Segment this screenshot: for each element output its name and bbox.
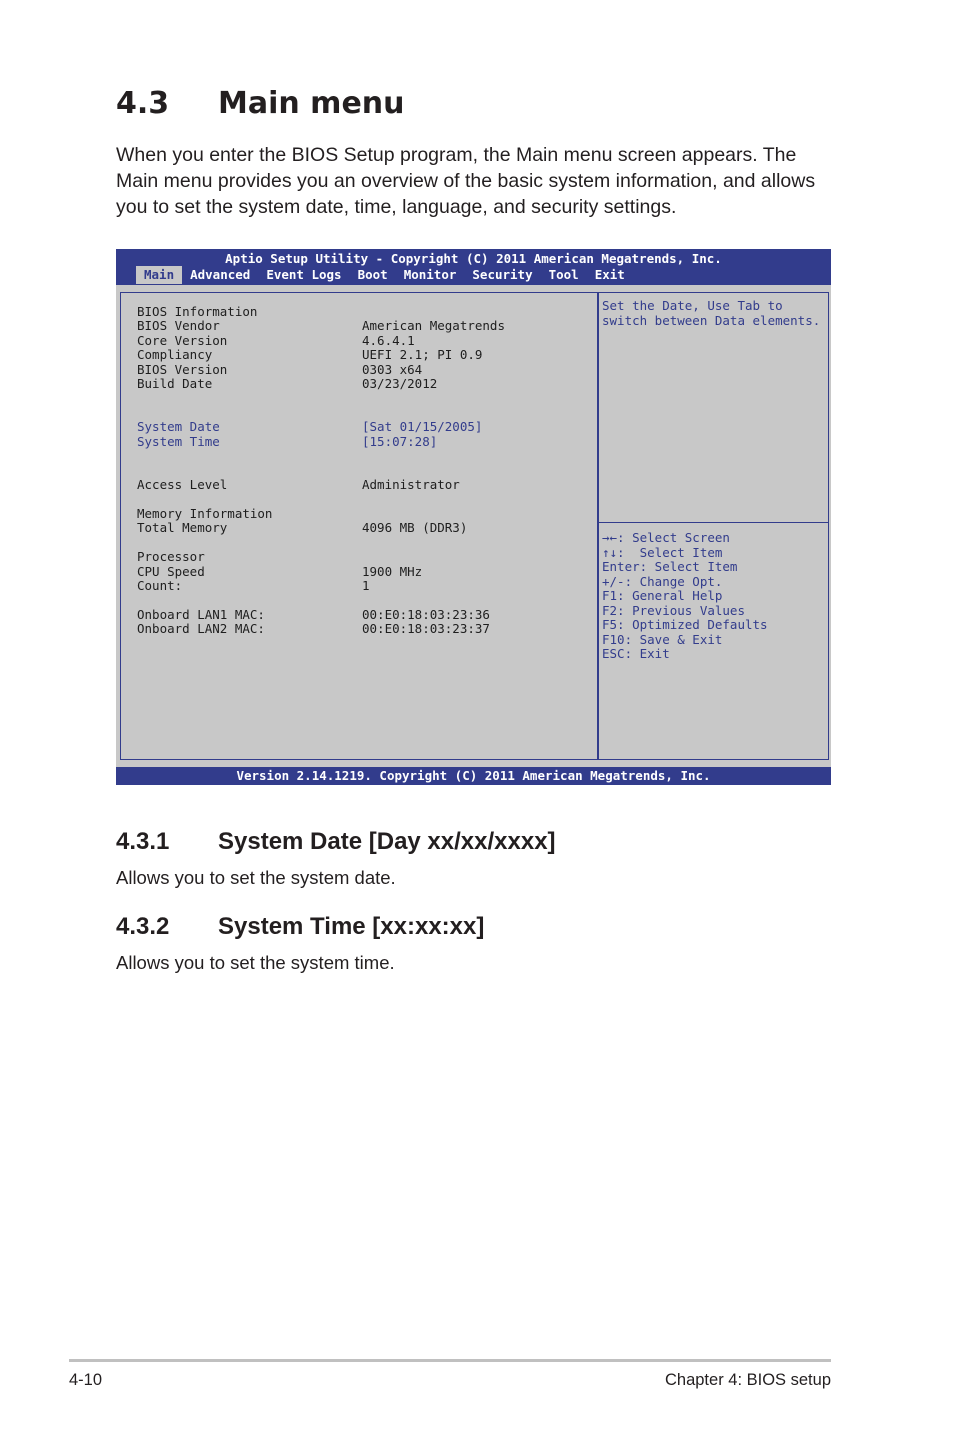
section-heading xyxy=(116,86,405,121)
bios-row-label: Total Memory xyxy=(137,520,228,535)
bios-row-label: BIOS Version xyxy=(137,362,228,377)
bios-row-label: BIOS Vendor xyxy=(137,318,220,333)
bios-row-value: UEFI 2.1; PI 0.9 xyxy=(362,347,483,362)
section-number: 4.3 xyxy=(116,86,170,121)
bios-row-label: Memory Information xyxy=(137,506,273,521)
bios-row-value: 0303 x64 xyxy=(362,362,423,377)
subsection-title: System Date [Day xx/xx/xxxx] xyxy=(218,828,556,855)
bios-row-label: Compliancy xyxy=(137,347,213,362)
bios-tab-advanced[interactable]: Advanced xyxy=(190,267,251,282)
key-hint: →←: Select Screen xyxy=(602,530,730,545)
chapter-label: Chapter 4: BIOS setup xyxy=(664,1371,831,1389)
bios-row-label: Count: xyxy=(137,578,183,593)
bios-menu-bar xyxy=(136,266,633,284)
bios-tab-tool[interactable]: Tool xyxy=(548,267,579,282)
subsection-text: Allows you to set the system date. xyxy=(116,867,396,888)
bios-info-panel xyxy=(120,292,597,760)
bios-tab-main[interactable]: Main xyxy=(136,266,182,284)
subsection-number: 4.3.1 xyxy=(116,828,170,855)
bios-title: Aptio Setup Utility - Copyright (C) 2011 American Megatrends, Inc. xyxy=(225,251,722,266)
bios-row-value: 03/23/2012 xyxy=(362,376,438,391)
system-time-label: System Time xyxy=(137,434,220,449)
bios-row-value: 4.6.4.1 xyxy=(362,333,415,348)
subsection-heading-system-time xyxy=(116,913,484,941)
bios-row-value: 00:E0:18:03:23:37 xyxy=(362,621,490,636)
bios-row-label: BIOS Information xyxy=(137,304,258,319)
footer-divider xyxy=(69,1359,831,1362)
system-date-value[interactable]: [Sat 01/15/2005] xyxy=(362,419,483,434)
bios-help-panel xyxy=(597,292,829,760)
bios-row-label: CPU Speed xyxy=(137,564,205,579)
bios-row-value: Administrator xyxy=(362,477,460,492)
bios-tab-boot[interactable]: Boot xyxy=(357,267,388,282)
help-divider xyxy=(599,522,828,523)
subsection-title: System Time [xx:xx:xx] xyxy=(218,913,485,940)
subsection-number: 4.3.2 xyxy=(116,913,170,940)
key-hint: +/-: Change Opt. xyxy=(602,573,723,589)
key-hint: F10: Save & Exit xyxy=(602,631,723,647)
bios-row-label: Build Date xyxy=(137,376,213,391)
subsection-heading-system-date xyxy=(116,828,556,856)
key-hint: F1: General Help xyxy=(602,588,723,603)
bios-tab-monitor[interactable]: Monitor xyxy=(403,267,457,282)
bios-row-label: Onboard LAN2 MAC: xyxy=(137,621,265,636)
bios-tab-security[interactable]: Security xyxy=(472,267,533,282)
key-hint: F5: Optimized Defaults xyxy=(602,617,768,632)
page-number: 4-10 xyxy=(69,1371,103,1389)
bios-row-value: 4096 MB (DDR3) xyxy=(362,520,468,535)
bios-version-bar: Version 2.14.1219. Copyright (C) 2011 American Megatrends, Inc. xyxy=(116,767,831,785)
bios-row-value: 1900 MHz xyxy=(362,564,423,579)
key-hint: ESC: Exit xyxy=(602,646,670,661)
system-time-value[interactable]: [15:07:28] xyxy=(362,434,438,449)
bios-row-label: Access Level xyxy=(137,477,228,492)
intro-paragraph: When you enter the BIOS Setup program, the Main menu screen appears. The Main menu provides you an overview of the basic system information, and allows you to set the system date, time, language, and security settings. xyxy=(116,144,816,218)
bios-row-label: Onboard LAN1 MAC: xyxy=(137,607,265,622)
key-hint: Enter: Select Item xyxy=(602,559,738,574)
subsection-text: Allows you to set the system time. xyxy=(116,952,395,973)
bios-screenshot xyxy=(116,249,831,785)
key-hint: ↑↓: Select Item xyxy=(602,544,723,560)
bios-title-bar xyxy=(116,249,831,285)
key-hint: F2: Previous Values xyxy=(602,602,745,618)
bios-row-value: American Megatrends xyxy=(362,318,505,333)
bios-row-value: 00:E0:18:03:23:36 xyxy=(362,607,490,622)
bios-tab-exit[interactable]: Exit xyxy=(594,267,625,282)
bios-help-text: Set the Date, Use Tab to switch between Data elements. xyxy=(602,298,821,328)
system-date-label: System Date xyxy=(137,419,220,434)
bios-row-label: Core Version xyxy=(137,333,228,348)
section-title: Main menu xyxy=(218,86,405,121)
bios-row-value: 1 xyxy=(362,578,370,593)
bios-tab-event-logs[interactable]: Event Logs xyxy=(266,267,342,282)
bios-key-legend xyxy=(602,531,768,662)
bios-row-label: Processor xyxy=(137,549,205,564)
